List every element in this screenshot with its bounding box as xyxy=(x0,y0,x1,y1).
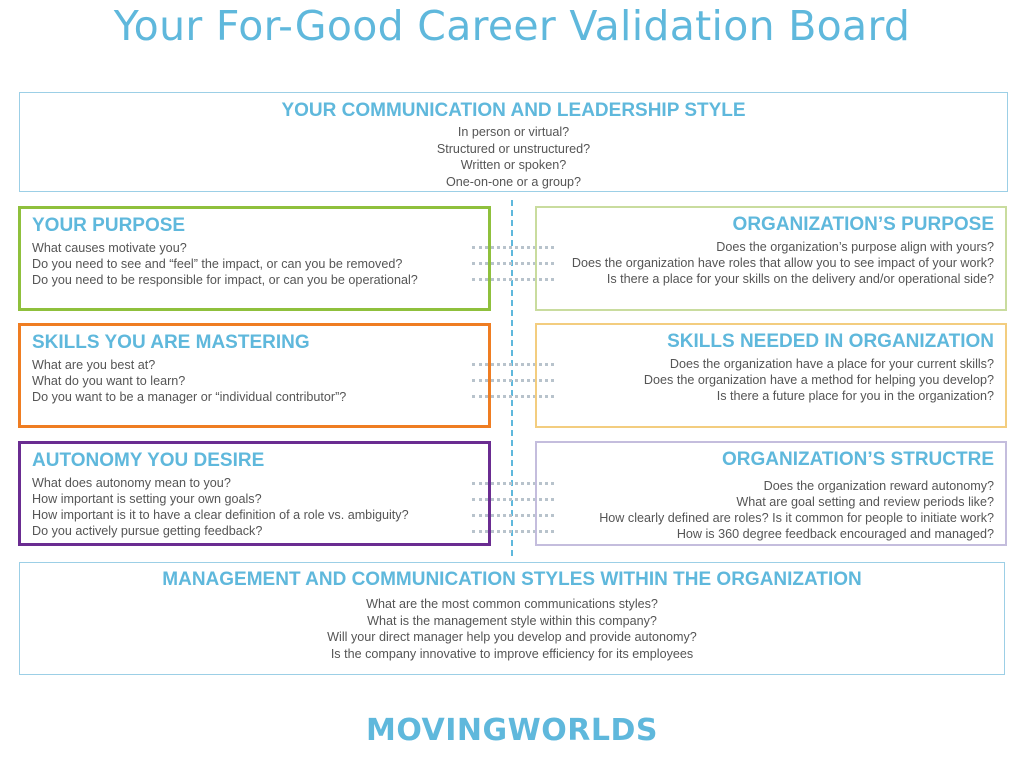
question-line: What are you best at? xyxy=(32,358,156,372)
organization-purpose-heading: ORGANIZATION’S PURPOSE xyxy=(732,214,994,235)
organization-structure-box xyxy=(535,441,1007,546)
management-heading: MANAGEMENT AND COMMUNICATION STYLES WITHIN THE ORGANIZATION xyxy=(162,569,862,590)
question-line: What are goal setting and review periods like? xyxy=(736,495,994,509)
your-purpose-box xyxy=(18,206,491,311)
management-line: Is the company innovative to improve efficiency for its employees xyxy=(330,646,694,661)
question-line: What do you want to learn? xyxy=(32,374,186,388)
question-line: Do you need to see and “feel” the impact, or can you be removed? xyxy=(32,257,403,271)
organization-purpose-box xyxy=(535,206,1007,311)
skills-mastering-box xyxy=(18,323,491,428)
management-line: What is the management style within this company? xyxy=(367,613,657,628)
question-line: Do you actively pursue getting feedback? xyxy=(32,524,263,538)
communication-heading: YOUR COMMUNICATION AND LEADERSHIP STYLE xyxy=(281,100,746,121)
communication-line: One-on-one or a group? xyxy=(445,174,582,189)
question-line: What does autonomy mean to you? xyxy=(32,476,231,490)
question-line: How is 360 degree feedback encouraged and managed? xyxy=(676,527,994,541)
management-line: Will your direct manager help you develop and provide autonomy? xyxy=(327,630,697,644)
movingworlds-logo: MOVINGWORLDS xyxy=(366,713,658,748)
question-line: Do you want to be a manager or “individual contributor”? xyxy=(32,390,347,404)
question-line: Does the organization have a method for helping you develop? xyxy=(643,373,994,387)
skills-needed-box xyxy=(535,323,1007,428)
question-line: Is there a future place for you in the organization? xyxy=(716,389,994,403)
management-line: What are the most common communications styles? xyxy=(366,597,658,611)
page-title: Your For-Good Career Validation Board xyxy=(113,2,911,50)
question-line: Does the organization reward autonomy? xyxy=(763,479,994,493)
communication-line: Written or spoken? xyxy=(460,158,567,172)
question-line: Does the organization have a place for your current skills? xyxy=(669,357,994,371)
center-dashed-divider xyxy=(511,200,513,556)
autonomy-desire-heading: AUTONOMY YOU DESIRE xyxy=(32,450,265,471)
question-line: Is there a place for your skills on the delivery and/or operational side? xyxy=(606,272,994,286)
question-line: Do you need to be responsible for impact, or can you be operational? xyxy=(32,273,418,287)
organization-structure-heading: ORGANIZATION’S STRUCTRE xyxy=(722,449,994,470)
question-line: How important is it to have a clear definition of a role vs. ambiguity? xyxy=(32,508,409,522)
communication-line: Structured or unstructured? xyxy=(436,141,591,156)
communication-leadership-box xyxy=(19,92,1008,192)
autonomy-desire-box xyxy=(18,441,491,546)
management-communication-box xyxy=(19,562,1005,675)
question-line: Does the organization have roles that allow you to see impact of your work? xyxy=(571,256,994,270)
question-line: What causes motivate you? xyxy=(32,241,187,255)
your-purpose-heading: YOUR PURPOSE xyxy=(32,215,186,236)
communication-line: In person or virtual? xyxy=(457,125,570,139)
question-line: How clearly defined are roles? Is it common for people to initiate work? xyxy=(599,511,994,525)
question-line: How important is setting your own goals? xyxy=(32,492,262,506)
question-line: Does the organization’s purpose align with yours? xyxy=(716,240,994,254)
skills-needed-heading: SKILLS NEEDED IN ORGANIZATION xyxy=(667,331,994,352)
skills-mastering-heading: SKILLS YOU ARE MASTERING xyxy=(32,332,310,353)
